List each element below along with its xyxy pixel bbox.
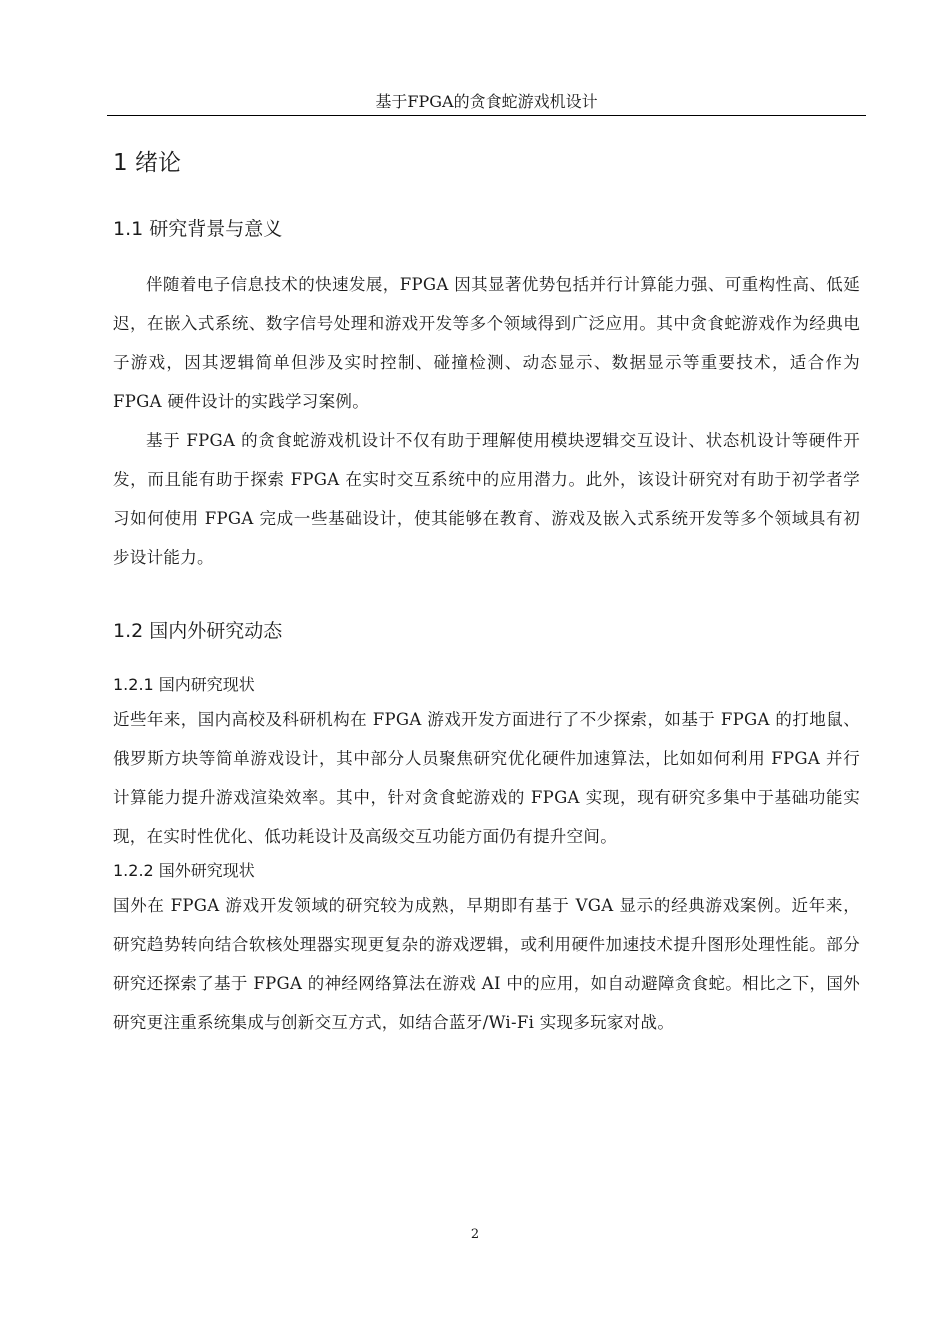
section-title-1-1: 1.1 研究背景与意义	[113, 218, 283, 240]
subsection-title-1-2-2: 1.2.2 国外研究现状	[113, 861, 255, 880]
paragraph: 近些年来，国内高校及科研机构在 FPGA 游戏开发方面进行了不少探索，如基于 FPGA 的打地鼠、俄罗斯方块等简单游戏设计，其中部分人员聚焦研究优化硬件加速算法，比如如何利用 FPGA 并行计算能力提升游戏渲染效率。其中，针对贪食蛇游戏的 FPGA 实现，现有研究多集中于基础功能实现，在实时性优化、低功耗设计及高级交互功能方面仍有提升空间。	[113, 710, 860, 846]
document-body	[113, 145, 860, 1042]
page-number: 2	[470, 1227, 480, 1242]
paragraph: 国外在 FPGA 游戏开发领域的研究较为成熟，早期即有基于 VGA 显示的经典游戏案例。近年来，研究趋势转向结合软核处理器实现更复杂的游戏逻辑，或利用硬件加速技术提升图形处理性能。部分研究还探索了基于 FPGA 的神经网络算法在游戏 AI 中的应用，如自动避障贪食蛇。相比之下，国外研究更注重系统集成与创新交互方式，如结合蓝牙/Wi-Fi 实现多玩家对战。	[113, 896, 860, 1032]
chapter-title: 1 绪论	[113, 150, 181, 176]
paragraph: 伴随着电子信息技术的快速发展，FPGA 因其显著优势包括并行计算能力强、可重构性高、低延迟，在嵌入式系统、数字信号处理和游戏开发等多个领域得到广泛应用。其中贪食蛇游戏作为经典电子游戏，因其逻辑简单但涉及实时控制、碰撞检测、动态显示、数据显示等重要技术，适合作为 FPGA 硬件设计的实践学习案例。	[113, 275, 860, 411]
header-title: 基于FPGA的贪食蛇游戏机设计	[375, 92, 598, 111]
subsection-title-1-2-1: 1.2.1 国内研究现状	[113, 675, 255, 694]
page-header	[107, 92, 866, 116]
section-title-1-2: 1.2 国内外研究动态	[113, 620, 283, 642]
paragraph: 基于 FPGA 的贪食蛇游戏机设计不仅有助于理解使用模块逻辑交互设计、状态机设计等硬件开发，而且能有助于探索 FPGA 在实时交互系统中的应用潜力。此外，该设计研究对有助于初学者学习如何使用 FPGA 完成一些基础设计，使其能够在教育、游戏及嵌入式系统开发等多个领域具有初步设计能力。	[113, 431, 860, 567]
